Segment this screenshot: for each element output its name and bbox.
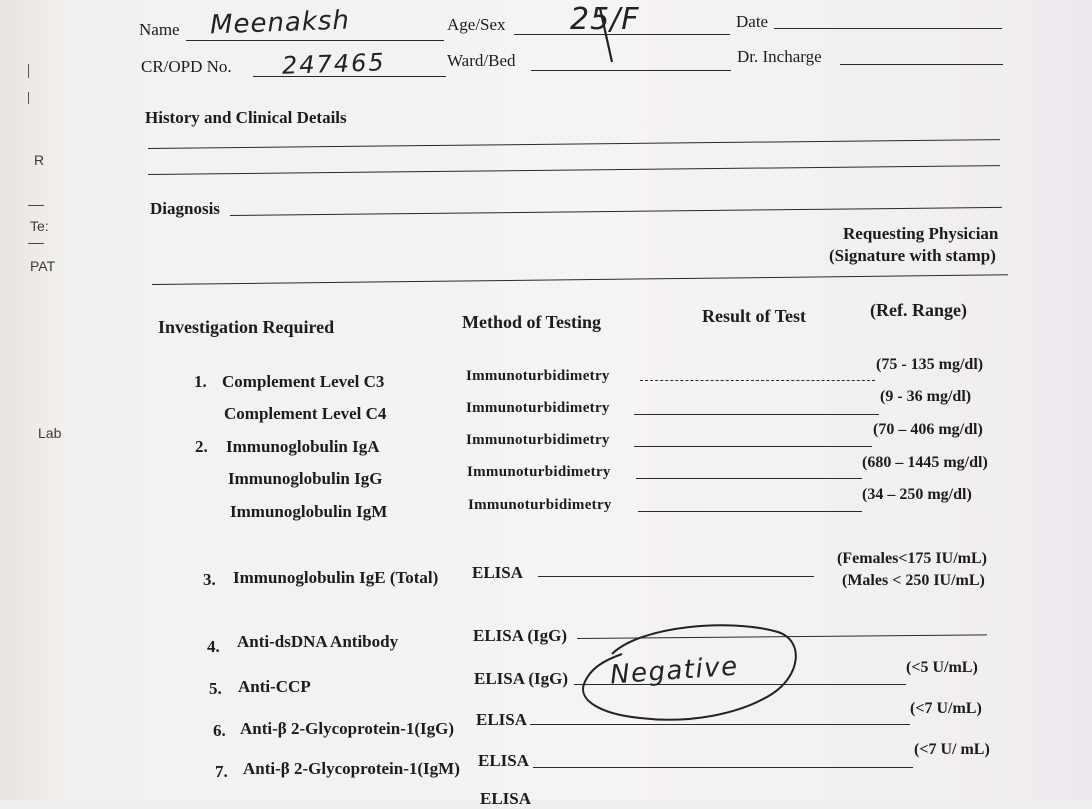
test-method: ELISA xyxy=(476,710,528,729)
history-label: History and Clinical Details xyxy=(145,108,347,127)
test-name: Complement Level C4 xyxy=(224,404,387,423)
test-method: Immunoturbidimetry xyxy=(466,432,610,448)
test-number: 6. xyxy=(213,721,226,740)
test-method: ELISA xyxy=(478,751,530,770)
test-number: 7. xyxy=(215,762,228,781)
test-number: 2. xyxy=(195,437,208,456)
test-method: Immunoturbidimetry xyxy=(468,497,612,513)
test-method: Immunoturbidimetry xyxy=(467,464,611,480)
test-ref-range: (<7 U/ mL) xyxy=(914,741,990,758)
test-method: ELISA (IgG) xyxy=(473,626,567,645)
physician-signature-label: (Signature with stamp) xyxy=(829,246,996,265)
handwritten-result: Negative xyxy=(609,651,740,691)
margin-fragment: PAT xyxy=(30,258,56,274)
cr-opd-handwritten: 247465 xyxy=(281,48,387,80)
test-number: 3. xyxy=(203,570,216,589)
age-sex-pen-stroke xyxy=(600,8,612,62)
test-ref-range: (34 – 250 mg/dl) xyxy=(862,486,972,503)
test-ref-range: (<7 U/mL) xyxy=(910,700,982,717)
physician-label: Requesting Physician xyxy=(843,224,999,243)
name-label: Name xyxy=(139,20,180,39)
test-name: Immunoglobulin IgA xyxy=(226,437,380,456)
test-number: 4. xyxy=(207,637,220,656)
margin-fragment: Te: xyxy=(30,218,49,234)
margin-fragment: Lab xyxy=(38,425,62,441)
test-method: ELISA xyxy=(472,563,524,582)
test-ref-range: (<5 U/mL) xyxy=(906,659,978,676)
cr-opd-label: CR/OPD No. xyxy=(141,57,232,76)
test-number: 1. xyxy=(194,372,207,391)
column-header-method: Method of Testing xyxy=(462,312,602,332)
test-number: 5. xyxy=(209,679,222,698)
test-ref-range: (75 - 135 mg/dl) xyxy=(876,356,984,373)
test-name: Anti-β 2-Glycoprotein-1(IgM) xyxy=(243,759,460,778)
test-ref-range: (70 – 406 mg/dl) xyxy=(873,421,983,438)
test-ref-range: (680 – 1445 mg/dl) xyxy=(862,454,988,471)
name-handwritten: Meenaksh xyxy=(209,5,351,41)
test-ref-range: (9 - 36 mg/dl) xyxy=(880,388,972,405)
test-name: Anti-β 2-Glycoprotein-1(IgG) xyxy=(240,719,455,738)
test-name: Complement Level C3 xyxy=(222,372,385,391)
test-method: ELISA xyxy=(480,789,532,808)
test-method: ELISA (IgG) xyxy=(474,669,568,688)
test-name: Immunoglobulin IgM xyxy=(230,502,388,521)
date-label: Date xyxy=(736,12,769,31)
margin-fragment: R xyxy=(34,152,45,168)
test-ref-range-2: (Males < 250 IU/mL) xyxy=(842,572,985,589)
test-name: Anti-CCP xyxy=(238,677,311,696)
test-name: Anti-dsDNA Antibody xyxy=(237,632,399,651)
diagnosis-label: Diagnosis xyxy=(150,199,220,218)
dr-incharge-label: Dr. Incharge xyxy=(737,47,822,66)
test-method: Immunoturbidimetry xyxy=(466,368,610,384)
column-header-range: (Ref. Range) xyxy=(870,300,967,320)
test-method: Immunoturbidimetry xyxy=(466,400,610,416)
ward-bed-label: Ward/Bed xyxy=(447,51,516,70)
test-ref-range: (Females<175 IU/mL) xyxy=(837,550,987,567)
age-sex-label: Age/Sex xyxy=(447,15,506,34)
result-circle-mark xyxy=(583,625,796,719)
column-header-result: Result of Test xyxy=(702,306,807,326)
column-header-investigation: Investigation Required xyxy=(158,317,335,337)
test-name: Immunoglobulin IgG xyxy=(228,469,383,488)
test-name: Immunoglobulin IgE (Total) xyxy=(233,568,439,587)
age-sex-handwritten: 25/F xyxy=(570,2,640,37)
